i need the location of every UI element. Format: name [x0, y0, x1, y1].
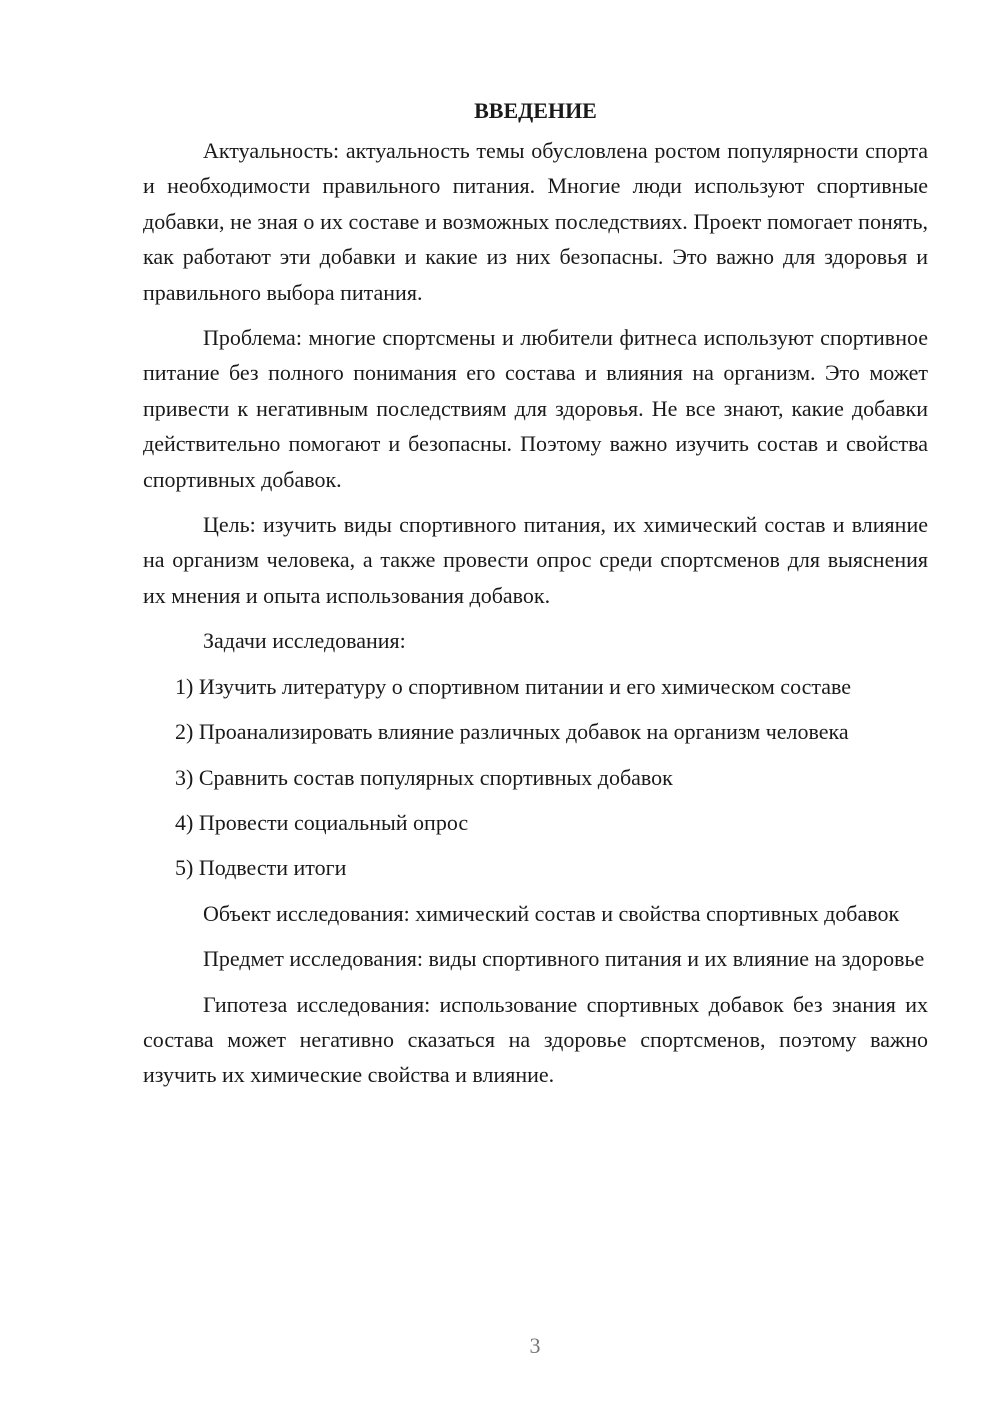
- list-item: 4) Провести социальный опрос: [175, 809, 469, 835]
- tasks-heading: Задачи исследования:: [203, 628, 406, 654]
- list-item: 5) Подвести итоги: [175, 855, 347, 881]
- list-item: 1) Изучить литературу о спортивном питании и его химическом составе: [175, 673, 852, 699]
- list-item: 3) Сравнить состав популярных спортивных добавок: [175, 764, 673, 790]
- relevance-paragraph: Актуальность: актуальность темы обусловлена ростом популярности спорта и необходимости правильного питания. Многие люди используют спортивные добавки, не зная о их составе и возможных последствиях. Проект помогает понять, как работают эти добавки и какие из них безопасны. Это важно для здоровья и правильного выбора питания.: [143, 138, 928, 305]
- subject-paragraph: Предмет исследования: виды спортивного питания и их влияние на здоровье: [203, 946, 925, 972]
- list-item: 2) Проанализировать влияние различных добавок на организм человека: [175, 719, 849, 745]
- goal-paragraph: Цель: изучить виды спортивного питания, их химический состав и влияние на организм человека, а также провести опрос среди спортсменов для выяснения их мнения и опыта использования добавок.: [143, 512, 928, 608]
- tasks-list: [143, 669, 928, 886]
- document-page: [143, 93, 928, 1103]
- page-title: ВВЕДЕНИЕ: [474, 98, 597, 123]
- problem-paragraph: Проблема: многие спортсмены и любители фитнеса используют спортивное питание без полного понимания его состава и влияния на организм. Это может привести к негативным последствиям для здоровья. Не все знают, какие добавки действительно помогают и безопасны. Поэтому важно изучить состав и свойства спортивных добавок.: [143, 325, 928, 492]
- page-number: 3: [529, 1333, 541, 1358]
- hypothesis-paragraph: Гипотеза исследования: использование спортивных добавок без знания их состава может негативно сказаться на здоровье спортсменов, поэтому важно изучить их химические свойства и влияние.: [143, 991, 928, 1088]
- object-paragraph: Объект исследования: химический состав и свойства спортивных добавок: [203, 900, 900, 926]
